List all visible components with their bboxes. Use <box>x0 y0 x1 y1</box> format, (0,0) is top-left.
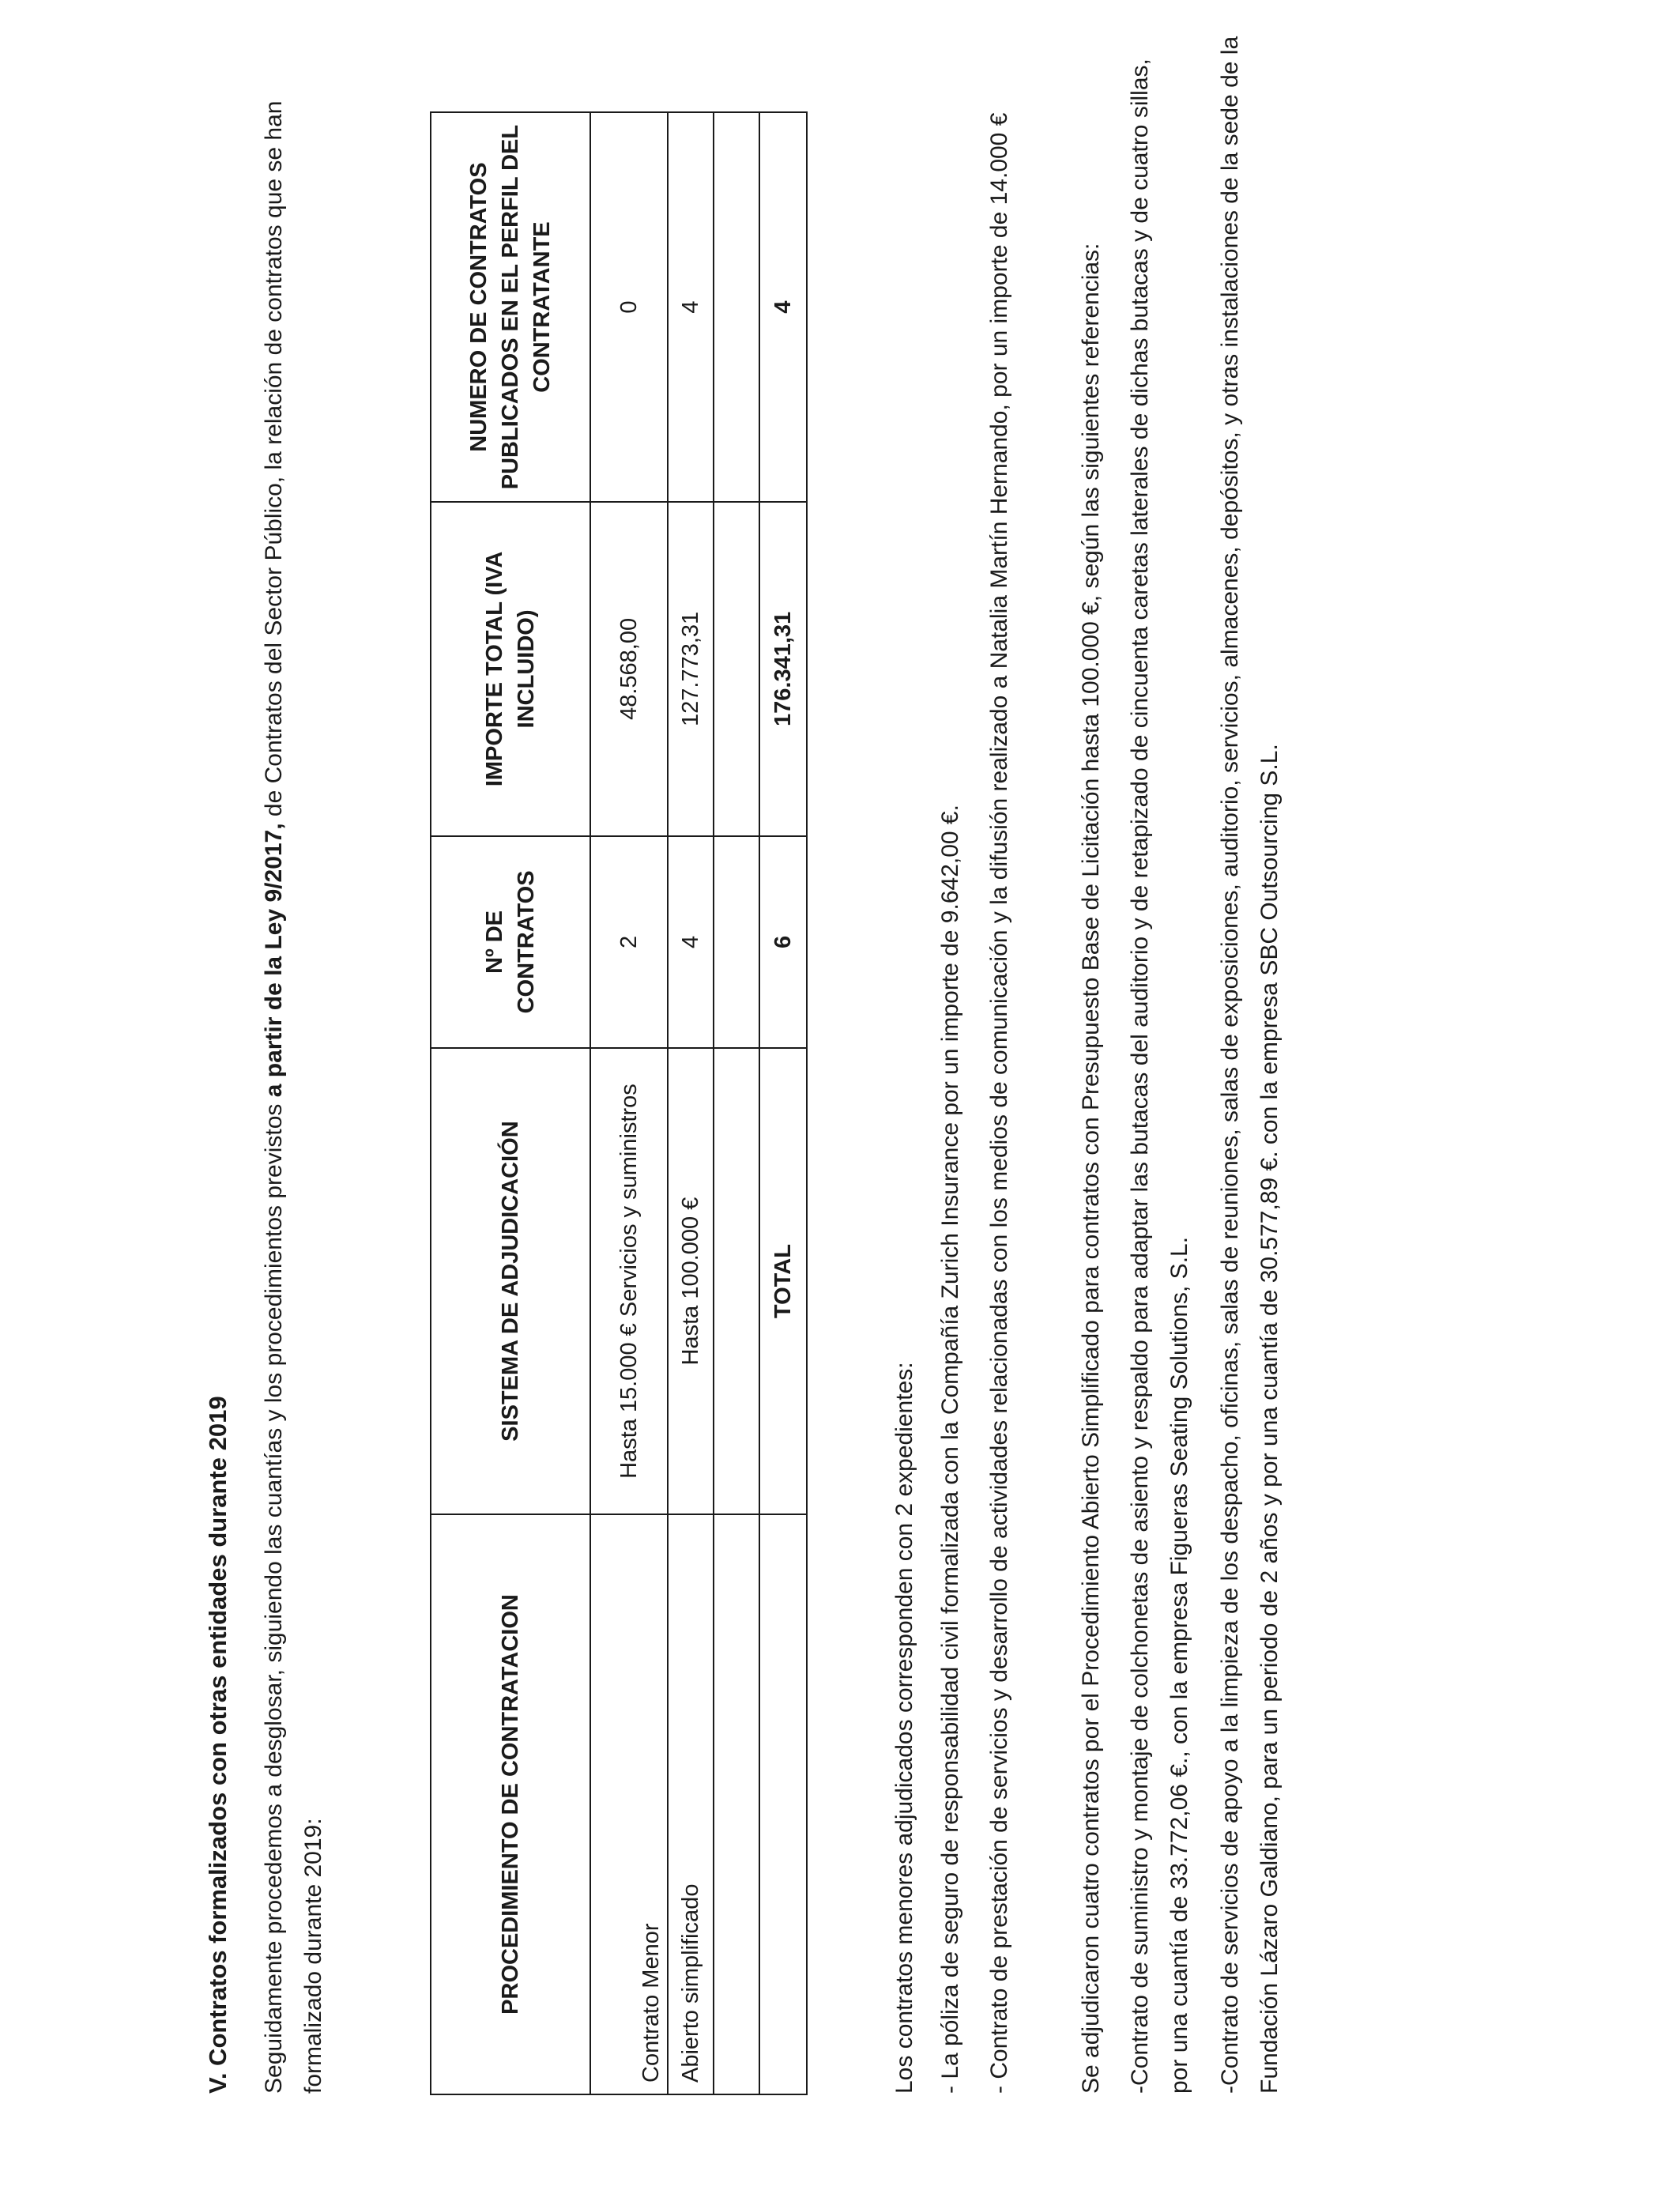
table-total-row <box>759 112 807 2094</box>
header-procedimiento: PROCEDIMIENTO DE CONTRATACION <box>431 1514 590 2094</box>
empty-cell <box>714 1514 759 2094</box>
intro-text-end: de Contratos del Sector Público, la relación de contratos que se han formalizado durante 2019: <box>261 100 326 2094</box>
contracts-table <box>430 111 808 2095</box>
table-row-empty <box>714 112 759 2094</box>
header-importe: IMPORTE TOTAL (IVA INCLUIDO) <box>431 502 590 836</box>
cell-sistema: Hasta 15.000 € Servicios y suministros <box>590 1048 668 1514</box>
table-row <box>590 112 668 2094</box>
cell-num: 4 <box>668 836 714 1048</box>
cell-publicados: 4 <box>668 112 714 502</box>
cell-procedimiento: Abierto simplificado <box>668 1514 714 2094</box>
cell-importe: 127.773,31 <box>668 502 714 836</box>
cell-publicados: 0 <box>590 112 668 502</box>
paragraph-contratos-menores: Los contratos menores adjudicados corresponden con 2 expedientes: <box>891 1362 917 2094</box>
empty-cell <box>714 502 759 836</box>
total-importe: 176.341,31 <box>759 502 807 836</box>
header-publicados: NUMERO DE CONTRATOS PUBLICADOS EN EL PERFIL DEL CONTRATANTE <box>431 112 590 502</box>
paragraph-limpieza: -Contrato de servicios de apoyo a la limpieza de los despacho, oficinas, salas de reuniones, salas de exposiciones, auditorio, servicios, almacenes, depósitos, y otras instalaciones de la sede de la Fundación Lázaro Galdiano, para un periodo de 2 años y por una cuantía de 30.577,89 €. con la empresa SBC Outsourcing S.L. <box>1217 36 1283 2094</box>
cell-sistema: Hasta 100.000 € <box>668 1048 714 1514</box>
paragraph-poliza: - La póliza de seguro de responsabilidad civil formalizada con la Compañía Zurich Insurance por un importe de 9.642,00 €. <box>937 805 963 2094</box>
total-label: TOTAL <box>759 1048 807 1514</box>
total-publicados: 4 <box>759 112 807 502</box>
empty-cell <box>714 1048 759 1514</box>
paragraph-abierto-simplificado: Se adjudicaron cuatro contratos por el Procedimiento Abierto Simplificado para contratos con Presupuesto Base de Licitación hasta 100.000 €, según las siguientes referencias: <box>1078 243 1104 2094</box>
paragraph-suministro: -Contrato de suministro y montaje de colchonetas de asiento y respaldo para adaptar las butacas del auditorio y de retapizado de cincuenta caretas laterales de dichas butacas y de cuatro sillas, por una cuantía de 33.772,06 €., con la empresa Figueras Seating Solutions, S.L. <box>1127 58 1192 2094</box>
cell-num: 2 <box>590 836 668 1048</box>
intro-paragraph <box>254 70 333 2094</box>
header-num-contratos: Nº DE CONTRATOS <box>431 836 590 1048</box>
empty-cell <box>714 112 759 502</box>
total-num: 6 <box>759 836 807 1048</box>
total-empty-cell <box>759 1514 807 2094</box>
table-row <box>668 112 714 2094</box>
cell-procedimiento: Contrato Menor <box>590 1514 668 2094</box>
paragraph-prestacion: - Contrato de prestación de servicios y desarrollo de actividades relacionadas con los medios de comunicación y la difusión realizado a Natalia Martín Hernando, por un importe de 14.000 € <box>986 112 1012 2094</box>
section-title: V. Contratos formalizados con otras entidades durante 2019 <box>204 1396 232 2094</box>
intro-text-bold: a partir de la Ley 9/2017, <box>261 823 287 1098</box>
table-header-row <box>431 112 590 2094</box>
empty-cell <box>714 836 759 1048</box>
intro-text-start: Seguidamente procedemos a desglosar, siguiendo las cuantías y los procedimientos previstos <box>261 1097 287 2094</box>
header-sistema: SISTEMA DE ADJUDICACIÓN <box>431 1048 590 1514</box>
cell-importe: 48.568,00 <box>590 502 668 836</box>
